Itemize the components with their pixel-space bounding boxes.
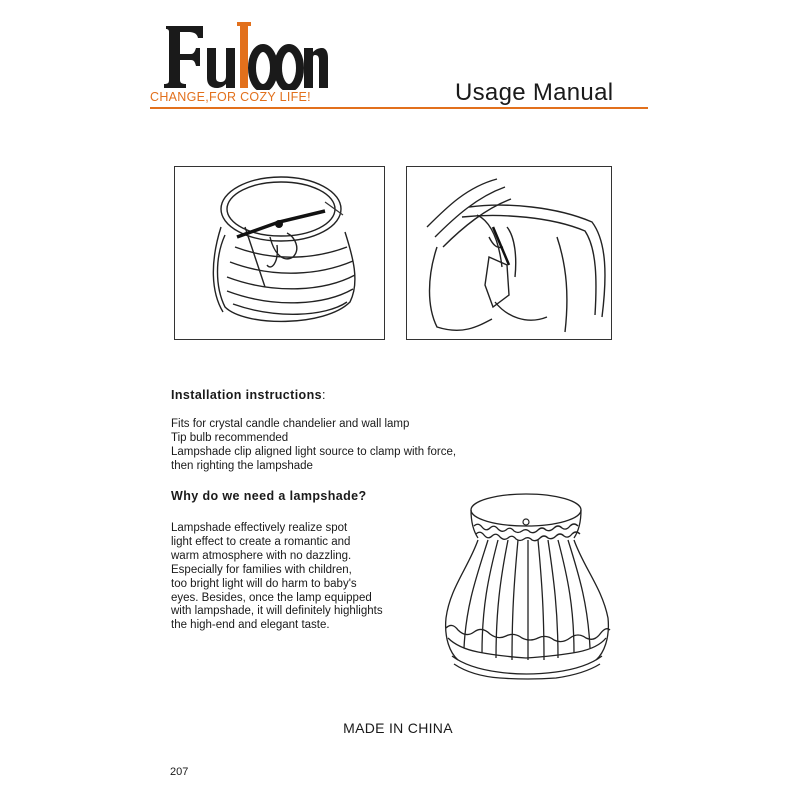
installation-instructions bbox=[171, 417, 456, 473]
paragraph-line: with lampshade, it will definitely highlights bbox=[171, 605, 383, 618]
lampshade-clip-on-bulb-icon bbox=[407, 167, 611, 339]
page-number: 207 bbox=[170, 766, 189, 778]
header-divider bbox=[150, 107, 648, 109]
why-lampshade-paragraph bbox=[171, 522, 383, 633]
brand-tagline: CHANGE,FOR COZY LIFE! bbox=[150, 90, 311, 104]
paragraph-line: eyes. Besides, once the lamp equipped bbox=[171, 591, 372, 604]
made-in-label bbox=[0, 720, 800, 736]
paragraph-line: Lampshade effectively realize spot bbox=[171, 522, 348, 534]
instruction-line: Tip bulb recommended bbox=[171, 432, 289, 444]
installation-heading bbox=[171, 388, 326, 402]
lampshade-illustration bbox=[438, 488, 616, 680]
paragraph-line: light effect to create a romantic and bbox=[171, 535, 351, 548]
why-lampshade-heading: Why do we need a lampshade? bbox=[171, 489, 367, 503]
paragraph-line: warm atmosphere with no dazzling. bbox=[171, 549, 352, 562]
made-in-text: MADE IN CHINA bbox=[343, 720, 453, 736]
brand-logo bbox=[163, 18, 328, 90]
lampshade-clip-on-bulb-photo bbox=[406, 166, 612, 340]
lampshade-top-view-icon bbox=[175, 167, 384, 339]
logo-wordmark-icon bbox=[163, 18, 328, 90]
paragraph-line: too bright light will do harm to baby's bbox=[171, 577, 357, 590]
paragraph-line: the high-end and elegant taste. bbox=[171, 619, 330, 632]
installation-heading-colon: : bbox=[322, 388, 326, 402]
page-title: Usage Manual bbox=[455, 79, 614, 106]
installation-heading-text: Installation instructions bbox=[171, 388, 322, 402]
instruction-line: Fits for crystal candle chandelier and wall lamp bbox=[171, 418, 410, 430]
paragraph-line: Especially for families with children, bbox=[171, 563, 352, 576]
instruction-line: Lampshade clip aligned light source to clamp with force, bbox=[171, 446, 457, 458]
lampshade-top-view-photo bbox=[174, 166, 385, 340]
instruction-line: then righting the lampshade bbox=[171, 460, 313, 472]
lampshade-drawing-icon bbox=[438, 488, 616, 680]
